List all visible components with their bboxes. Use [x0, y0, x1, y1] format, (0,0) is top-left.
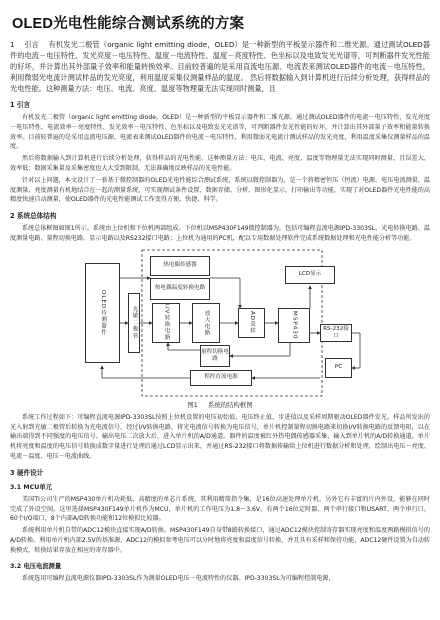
- section-1-paragraph-1: 有机发光二极管（organic light emitting diode，OLED）是一种新型的平板显示器件和二维光源。通过测试OLED器件的电流－电压特性、发光亮度－电压特性、电流效率－亮度特性、发光效率－电压特性、色坐标以及电致发光光谱等，可判断器件发光性能的好坏，并计算出其外部量子效率和能量转换效率。目前较普遍的是采用直流电压源、电流表来测试OLED器件的电流－电压特性，利用微弱光电流计测试样品的发光亮度，利用温度采集仪测量样品的温度。: [10, 114, 430, 151]
- oled-device-block: OLED待测器件: [85, 263, 120, 363]
- section-3-1-paragraph-2: 系统利用单片机自带的ADC12模块直接实现A/D转换。MSP430F149自身带8路转换接口，通过ADC12模块控制寄存器实现亮度和温度两路模拟信号的A/D转换。利用单片机内部2.5V的基准源，ADC12的模拟参考电压可以分时地将亮度和温度信号转换，并且具有采样和保持功能，ADC12硬件设置为自动转换模式，转换结果存放在相应的寄存器中。: [10, 527, 430, 554]
- figure-caption-number: 图1: [187, 400, 198, 409]
- programmable-power-block: 程控直流电源: [190, 370, 252, 386]
- thermocouple-converter-block: 热电偶温度转换电路: [150, 278, 210, 300]
- figure-caption-text: 系统的结构框图: [207, 400, 253, 409]
- section-3-1-paragraph-1: 美国TI公司生产的MSP430单片机功耗低、高精度的单芯片系统，其利用精简指令集，是16位高速处理单片机。另外它有丰富的片内外设，能够在同时完成了外设空间。这里选择MSP430F149单片机作为MCU，单片机的工作电压为1.8～3.6V，有两个16位定时器、两个串行接口和USART、两个串行口，60个I/O端口，8个内部A/D转换功能和12位模拟比较器。: [10, 495, 430, 523]
- mcu-block: MSP430: [278, 308, 310, 343]
- intro-text: 有机发光二极管（organic light emitting diode，OLED）是一种新型的平板显示器件和二维光源。通过测试OLED器件的电流－电压特性、发光亮度－电压特性、温度－电流特性、温度－亮度特性、色坐标以及电致发光光谱等，可判断器件发光性能的好坏，并计算出其外部量子效率和能量转换效率。目前较普遍的是采用直流电压源、电流表来测试OLED器件的电流－电压特性，利用微弱光电流计测试样品的发光亮度，利用温度采集仪测量样品的温度。 然后将数据输入到计算机进行后续分析处理，获得样品的光电性能。这种测量方法：电压、电流、亮度、温度等物理量无法实现同时测量，且: [10, 40, 431, 93]
- section-3-heading: 3 硬件设计: [10, 468, 44, 477]
- ad-sampling-block: AD采样: [238, 308, 265, 338]
- section-2-paragraph-1: 系统总体框图如图1所示。系统由上位机和下位机两部组成。下位机以MSP430F149微控制器为，包括可编程直流电源IPD-3303SL、光电转换电路、温度测量电路、量程切换电路、显示电路以及RS232接口电路；上位机为通用的PC机，配以专用数据处理软件完成系统数据处理和光电性能分析等功能。: [10, 225, 430, 242]
- figure-caption: [10, 400, 430, 409]
- photodiode-block: 光敏二极管: [128, 293, 140, 353]
- section-3-2-heading: 3.2 电压电流测量: [10, 562, 62, 570]
- section-1-paragraph-2: 然后将数据输入到计算机进行后续分析处理，获得样品的光电性能。这种测量方法：电压、电流、亮度、温度等物理量无法实现同时测量，且误差大，效率低；数据采集量及采集密度也大大受到限制，无法准确地反映样品的光电性能。: [10, 155, 430, 172]
- section-2-heading: 2 系统总体结构: [10, 212, 57, 221]
- section-3-2-paragraph-1: 系统选用可编程直流电源仪器IPD-3303SL作为测量OLED电压－电流特性的仪器。IPD-3303SL为可编程控制电源，: [22, 574, 335, 582]
- section-1-heading: 1 引言: [10, 101, 31, 109]
- section-2-paragraph-2: 系统工作过程如下：可编程直流电源IPD-3303SL按照上位机设置的电压初始值、电压终止值、步进值以及采样周期驱动OLED器件发光。样品所发出的光入射到光敏二极管后转换为光电流信号，经过I/V转换电路，将光电流信号转换为电压信号，单片机控制量程切换电路来切换I/V转换电路的反馈电阻，以在输出端得到不同强度的电压信号。输出电压二次放大后，进入单片机的A/D通道。器件的温度被红外热电偶传感器采集，输入到单片机的A/D转换通道，单片机将亮度和温度的电压信号转换成数字量进行处理后通过LCD显示出来，并通过RS-232接口将数据传输给上位机进行数据分析和处理，绘制出电压－亮度、电流－温度、电压－电流曲线。: [10, 413, 430, 460]
- intro-number: 1: [10, 40, 15, 49]
- rs232-block: RS-232接口: [320, 324, 352, 342]
- lcd-display-block: LCD显示: [285, 266, 335, 284]
- section-1-paragraph-3: 针对以上问题，本文设计了一套基于微控制器的OLED光电性能综合测试系统，系统以微控制器为，是一个将精密恒压（恒流）电源、电压电流测量、温度测量、亮度测量有机地结合在一起的测量系统，可实现测试条件设置、数据存储、分析、图形化显示，打印输出等功能，实现了对OLED器件光电性能的高精度快速自动测量，使OLED器件的光电性能测试工作变得方便、快捷、科学。: [10, 176, 430, 204]
- thermocouple-sensor-block: 热电偶传感器: [150, 256, 210, 276]
- iv-converter-block: I/V转换电路: [152, 303, 180, 343]
- intro-heading: 引言: [24, 40, 39, 49]
- section-3-1-heading: 3.1 MCU单元: [10, 483, 52, 491]
- pc-block: PC: [325, 358, 352, 378]
- amplifier-block: 放大电路: [192, 303, 220, 343]
- document-title: OLED光电性能综合测试系统的方案: [12, 16, 245, 32]
- intro-paragraph: [10, 39, 430, 94]
- range-switch-block: 量程切换电路: [200, 345, 230, 367]
- system-block-diagram: [80, 248, 380, 398]
